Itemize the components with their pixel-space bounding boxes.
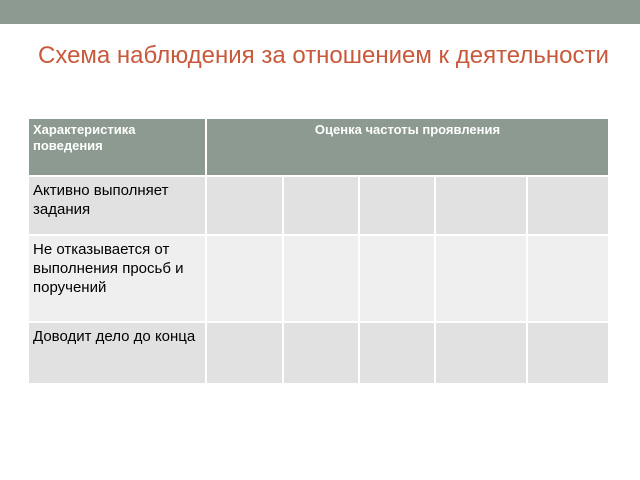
table-row (28, 235, 609, 322)
frequency-cell (283, 176, 359, 235)
frequency-cell (206, 176, 283, 235)
frequency-cell (527, 235, 609, 322)
frequency-cell (435, 322, 527, 384)
frequency-cell (527, 322, 609, 384)
frequency-cell (206, 235, 283, 322)
header-frequency: Оценка частоты проявления (206, 118, 609, 176)
header-characteristic: Характеристика поведения (28, 118, 206, 176)
behavior-label: Доводит дело до конца (28, 322, 206, 384)
table-row (28, 176, 609, 235)
frequency-cell (283, 235, 359, 322)
behavior-label: Активно выполняет задания (28, 176, 206, 235)
frequency-cell (359, 235, 435, 322)
table-header-row (28, 118, 609, 176)
frequency-cell (435, 176, 527, 235)
top-accent-bar (0, 0, 640, 24)
frequency-cell (359, 322, 435, 384)
slide-title: Схема наблюдения за отношением к деятельности (38, 42, 609, 69)
frequency-cell (206, 322, 283, 384)
behavior-label: Не отказывается от выполнения просьб и поручений (28, 235, 206, 322)
frequency-cell (435, 235, 527, 322)
observation-table (28, 118, 609, 384)
frequency-cell (527, 176, 609, 235)
table-row (28, 322, 609, 384)
frequency-cell (283, 322, 359, 384)
frequency-cell (359, 176, 435, 235)
